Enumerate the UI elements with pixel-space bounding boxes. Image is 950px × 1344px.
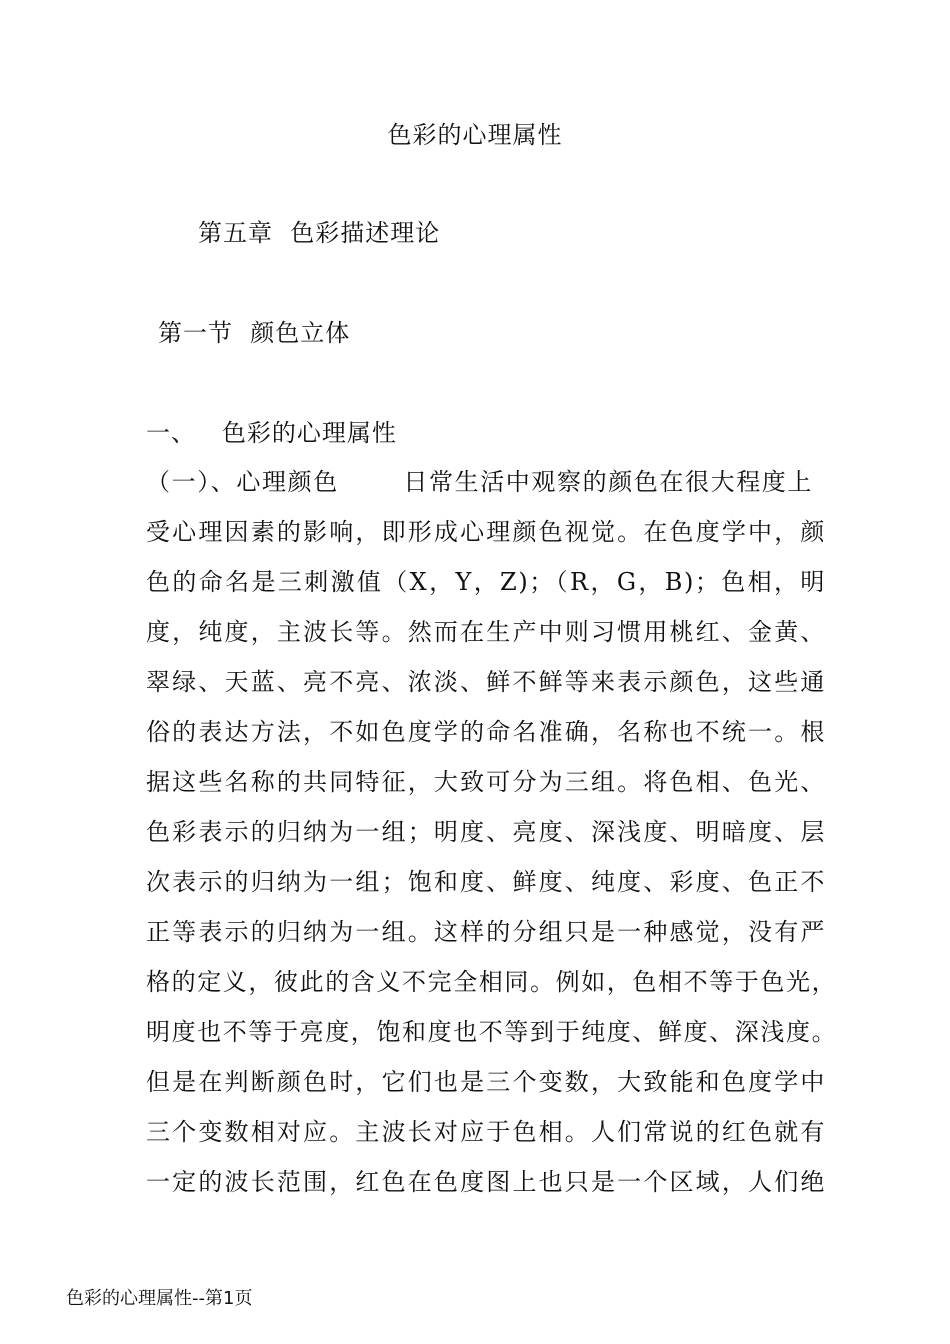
paragraph-line: 格的定义，彼此的含义不完全相同。例如，色相不等于色光， [146,968,838,996]
body-paragraph [146,464,838,1214]
chapter-heading: 第五章 色彩描述理论 [198,219,441,247]
paragraph-line: 正等表示的归纳为一组。这样的分组只是一种感觉，没有严 [146,918,826,946]
paragraph-line: 翠绿、天蓝、亮不亮、浓淡、鲜不鲜等来表示颜色，这些通 [146,668,826,696]
paragraph-line: （一）、心理颜色 日常生活中观察的颜色在很大程度上 [146,468,814,496]
paragraph-line: 据这些名称的共同特征，大致可分为三组。将色相、色光、 [146,768,826,796]
paragraph-line: 受心理因素的影响，即形成心理颜色视觉。在色度学中，颜 [146,518,826,546]
paragraph-line: 俗的表达方法，不如色度学的命名准确，名称也不统一。根 [146,718,826,746]
paragraph-line: 度，纯度，主波长等。然而在生产中则习惯用桃红、金黄、 [146,618,826,646]
paragraph-line: 一定的波长范围，红色在色度图上也只是一个区域，人们绝 [146,1168,826,1196]
paragraph-line: 色彩表示的归纳为一组；明度、亮度、深浅度、明暗度、层 [146,818,826,846]
paragraph-line: 三个变数相对应。主波长对应于色相。人们常说的红色就有 [146,1118,826,1146]
paragraph-line: 色的命名是三刺激值（X，Y，Z)；（R，G，B)；色相，明 [146,568,826,596]
section-heading: 第一节 颜色立体 [158,319,351,347]
paragraph-line: 但是在判断颜色时，它们也是三个变数，大致能和色度学中 [146,1068,826,1096]
page-footer: 色彩的心理属性--第1页 [66,1288,253,1309]
document-title: 色彩的心理属性 [387,121,563,149]
paragraph-line: 明度也不等于亮度，饱和度也不等到于纯度、鲜度、深浅度。 [146,1018,838,1046]
subsection-heading: 一、 色彩的心理属性 [146,419,397,447]
paragraph-line: 次表示的归纳为一组；饱和度、鲜度、纯度、彩度、色正不 [146,868,826,896]
